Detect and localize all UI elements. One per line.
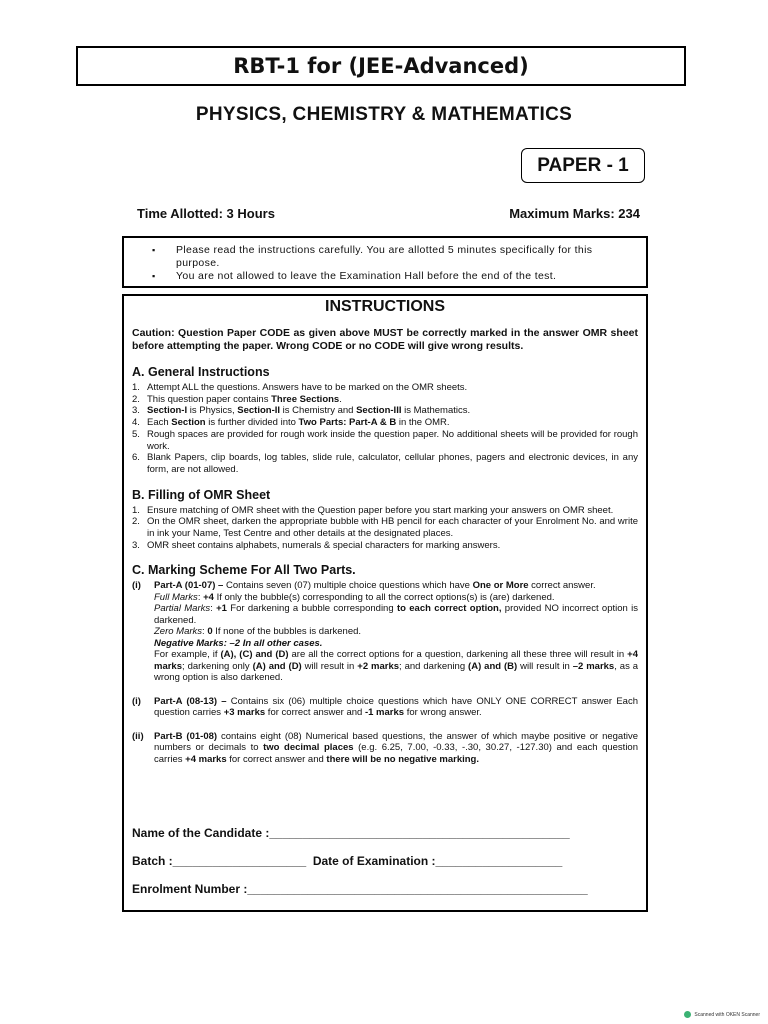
- instructions-box: [122, 294, 648, 912]
- enrolment-number-field[interactable]: Enrolment Number :___________________________________________________: [132, 882, 588, 896]
- batch-field[interactable]: Batch :____________________: [132, 854, 307, 868]
- subjects-heading: PHYSICS, CHEMISTRY & MATHEMATICS: [195, 104, 573, 125]
- notice-box: [122, 236, 648, 288]
- list-item: 3. Section-I is Physics, Section-II is Chemistry and Section-III is Mathematics.: [132, 405, 471, 417]
- time-allotted: Time Allotted: 3 Hours: [137, 206, 275, 221]
- omr-filling-list: [132, 505, 638, 552]
- notice-item: ▪ Please read the instructions carefully. You are allotted 5 minutes specifically for this purpose.: [152, 244, 634, 270]
- caution-text: Caution: Question Paper CODE as given above MUST be correctly marked in the answer OMR sheet before attempting the paper. Wrong CODE or no CODE will give wrong results.: [132, 327, 638, 352]
- list-item: 1. Attempt ALL the questions. Answers have to be marked on the OMR sheets.: [132, 382, 468, 393]
- paper-label: PAPER - 1: [521, 148, 645, 183]
- list-item: 4. Each Section is further divided into Two Parts: Part-A & B in the OMR.: [132, 417, 450, 429]
- exam-title: RBT-1 for (JEE-Advanced): [233, 54, 529, 78]
- scanner-watermark: Scanned with OKEN Scanner: [684, 1011, 760, 1018]
- omr-filling-title: B. Filling of OMR Sheet: [132, 487, 271, 502]
- marking-part-a2: (i) Part-A (08-13) – Contains six (06) multiple choice questions which have ONLY ONE CORRECT answer Each question carries +3 marks for correct answer and -1 marks for wrong answer.: [132, 695, 638, 719]
- marking-scheme-title: C. Marking Scheme For All Two Parts.: [132, 563, 356, 578]
- list-item: 5. Rough spaces are provided for rough work inside the question paper. No additional sheets will be provided for rough work.: [132, 428, 638, 452]
- list-item: 2. This question paper contains Three Sections.: [132, 393, 342, 405]
- general-instructions-list: [132, 382, 638, 476]
- exam-title-box: [76, 46, 686, 86]
- general-instructions-title: A. General Instructions: [132, 365, 270, 379]
- marking-part-b: (ii) Part-B (01-08) contains eight (08) Numerical based questions, the answer of which maybe positive or negative numbers or decimals to two decimal places (e.g. 6.25, 7.00, -0.33, -.30, 30.27, -127.30) and each question carries +4 marks for correct answer and there will be no negative marking.: [132, 730, 638, 765]
- notice-item: ▪ You are not allowed to leave the Examination Hall before the end of the test.: [152, 270, 634, 283]
- candidate-name-field[interactable]: Name of the Candidate :_____________________________________________: [132, 826, 570, 840]
- list-item: 6. Blank Papers, clip boards, log tables, slide rule, calculator, cellular phones, pagers and electronic devices, in any form, are not allowed.: [132, 452, 638, 475]
- exam-date-field[interactable]: Date of Examination :___________________: [312, 854, 563, 868]
- list-item: 1. Ensure matching of OMR sheet with the Question paper before you start marking your answers on OMR sheet.: [132, 504, 614, 516]
- list-item: 2. On the OMR sheet, darken the appropriate bubble with HB pencil for each character of your Enrolment No. and write in ink your Name, Test Centre and other details at the designated places.: [132, 516, 638, 540]
- batch-date-row: [132, 854, 588, 882]
- scanner-logo-icon: [684, 1011, 691, 1018]
- marking-part-a1: (i) Part-A (01-07) – Contains seven (07) multiple choice questions which have One or More correct answer. Full Marks: +4 If only the bubble(s) corresponding to all the correct options(s) is (are) darkened. Partial Marks: +1 For darkening a bubble corresponding to each correct option, provided NO incorrect option is darkened. Zero Marks: 0 If none of the bubbles is darkened. Negative Marks: –2 In all other cases. For example, if (A), (C) and (D) are all the correct options for a question, darkening all these three will result in +4 marks; darkening only (A) and (D) will result in +2 marks; and darkening (A) and (B) will result in –2 marks, as a wrong option is also darkened.: [132, 580, 639, 684]
- maximum-marks: Maximum Marks: 234: [509, 206, 640, 221]
- instructions-heading: INSTRUCTIONS: [325, 298, 445, 315]
- candidate-fields: [132, 826, 588, 910]
- list-item: 3. OMR sheet contains alphabets, numerals & special characters for marking answers.: [132, 539, 501, 551]
